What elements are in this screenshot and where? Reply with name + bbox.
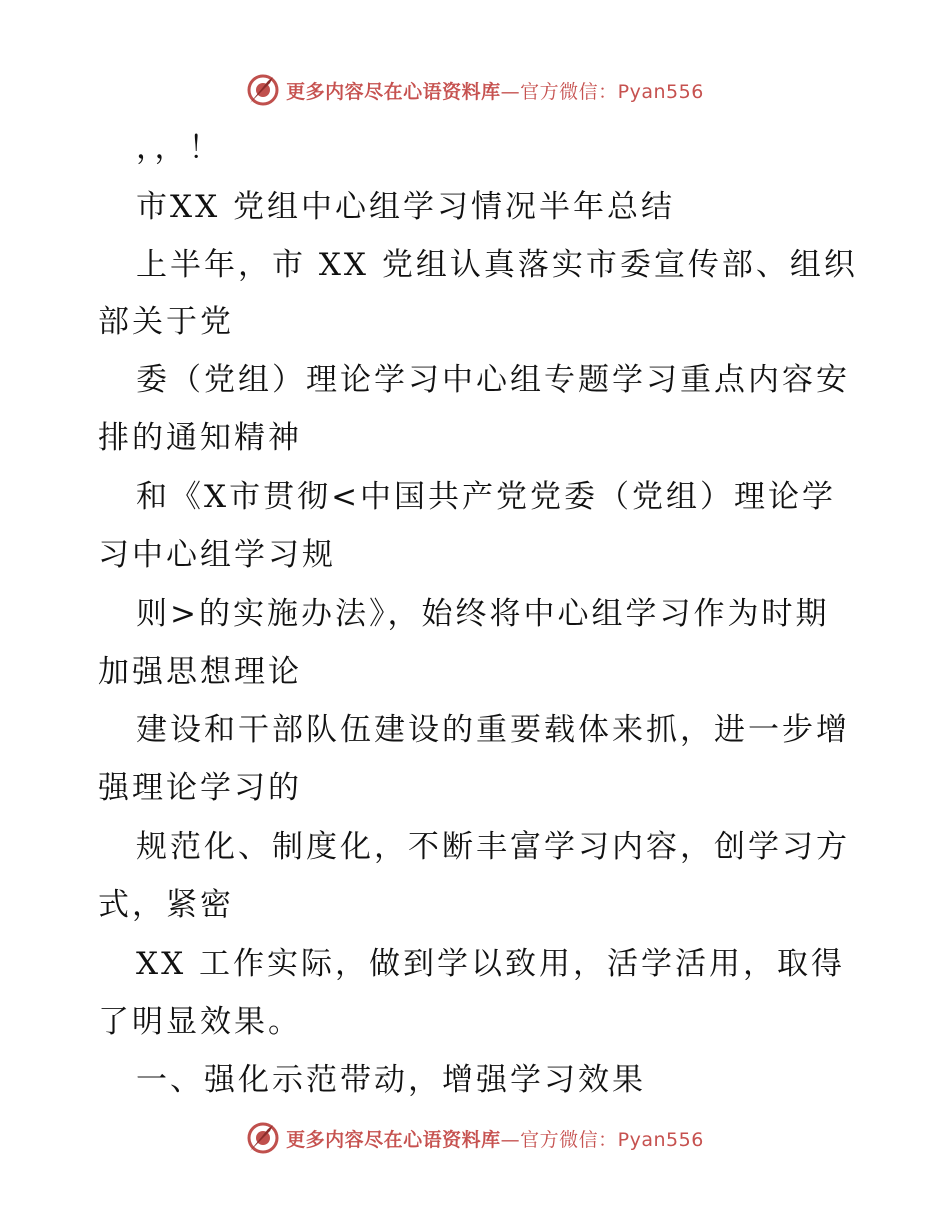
watermark-dash: —	[500, 80, 521, 103]
watermark-text	[286, 77, 704, 104]
section-heading: 一、强化示范带动，增强学习效果	[136, 1062, 646, 1098]
text-line: 和《X市贯彻<中国共产党党委（党组）理论学	[136, 479, 837, 515]
footer-watermark-banner	[0, 1118, 950, 1158]
text-line: 建设和干部队伍建设的重要载体来抓，进一步增	[136, 712, 850, 748]
header-watermark-banner	[0, 70, 950, 110]
watermark-dash: —	[500, 1128, 521, 1151]
watermark-site-text: 更多内容尽在心语资料库	[286, 1128, 501, 1151]
text-line: 式，紧密	[98, 887, 234, 923]
text-line: 排的通知精神	[98, 420, 302, 456]
text-line: 委（党组）理论学习中心组专题学习重点内容安	[136, 362, 850, 398]
text-line: 上半年，市 XX 党组认真落实市委宣传部、组织	[136, 247, 858, 283]
watermark-wechat-text: 官方微信：Pyan556	[520, 1128, 704, 1151]
text-line: 部关于党	[98, 304, 234, 340]
text-line: 了明显效果。	[98, 1004, 302, 1040]
pen-logo-icon	[246, 1121, 280, 1155]
text-line: 规范化、制度化，不断丰富学习内容，创学习方	[136, 829, 850, 865]
text-line: XX 工作实际，做到学以致用，活学活用，取得	[136, 946, 845, 982]
text-line: 习中心组学习规	[98, 537, 336, 573]
watermark-wechat-text: 官方微信：Pyan556	[520, 80, 704, 103]
text-line: ，，！	[136, 130, 223, 166]
document-title: 市XX 党组中心组学习情况半年总结	[136, 189, 675, 225]
pen-logo-icon	[246, 73, 280, 107]
watermark-text	[286, 1125, 704, 1152]
text-line: 强理论学习的	[98, 770, 302, 806]
watermark-site-text: 更多内容尽在心语资料库	[286, 80, 501, 103]
text-line: 则>的实施办法》，始终将中心组学习作为时期	[136, 596, 830, 632]
text-line: 加强思想理论	[98, 654, 302, 690]
